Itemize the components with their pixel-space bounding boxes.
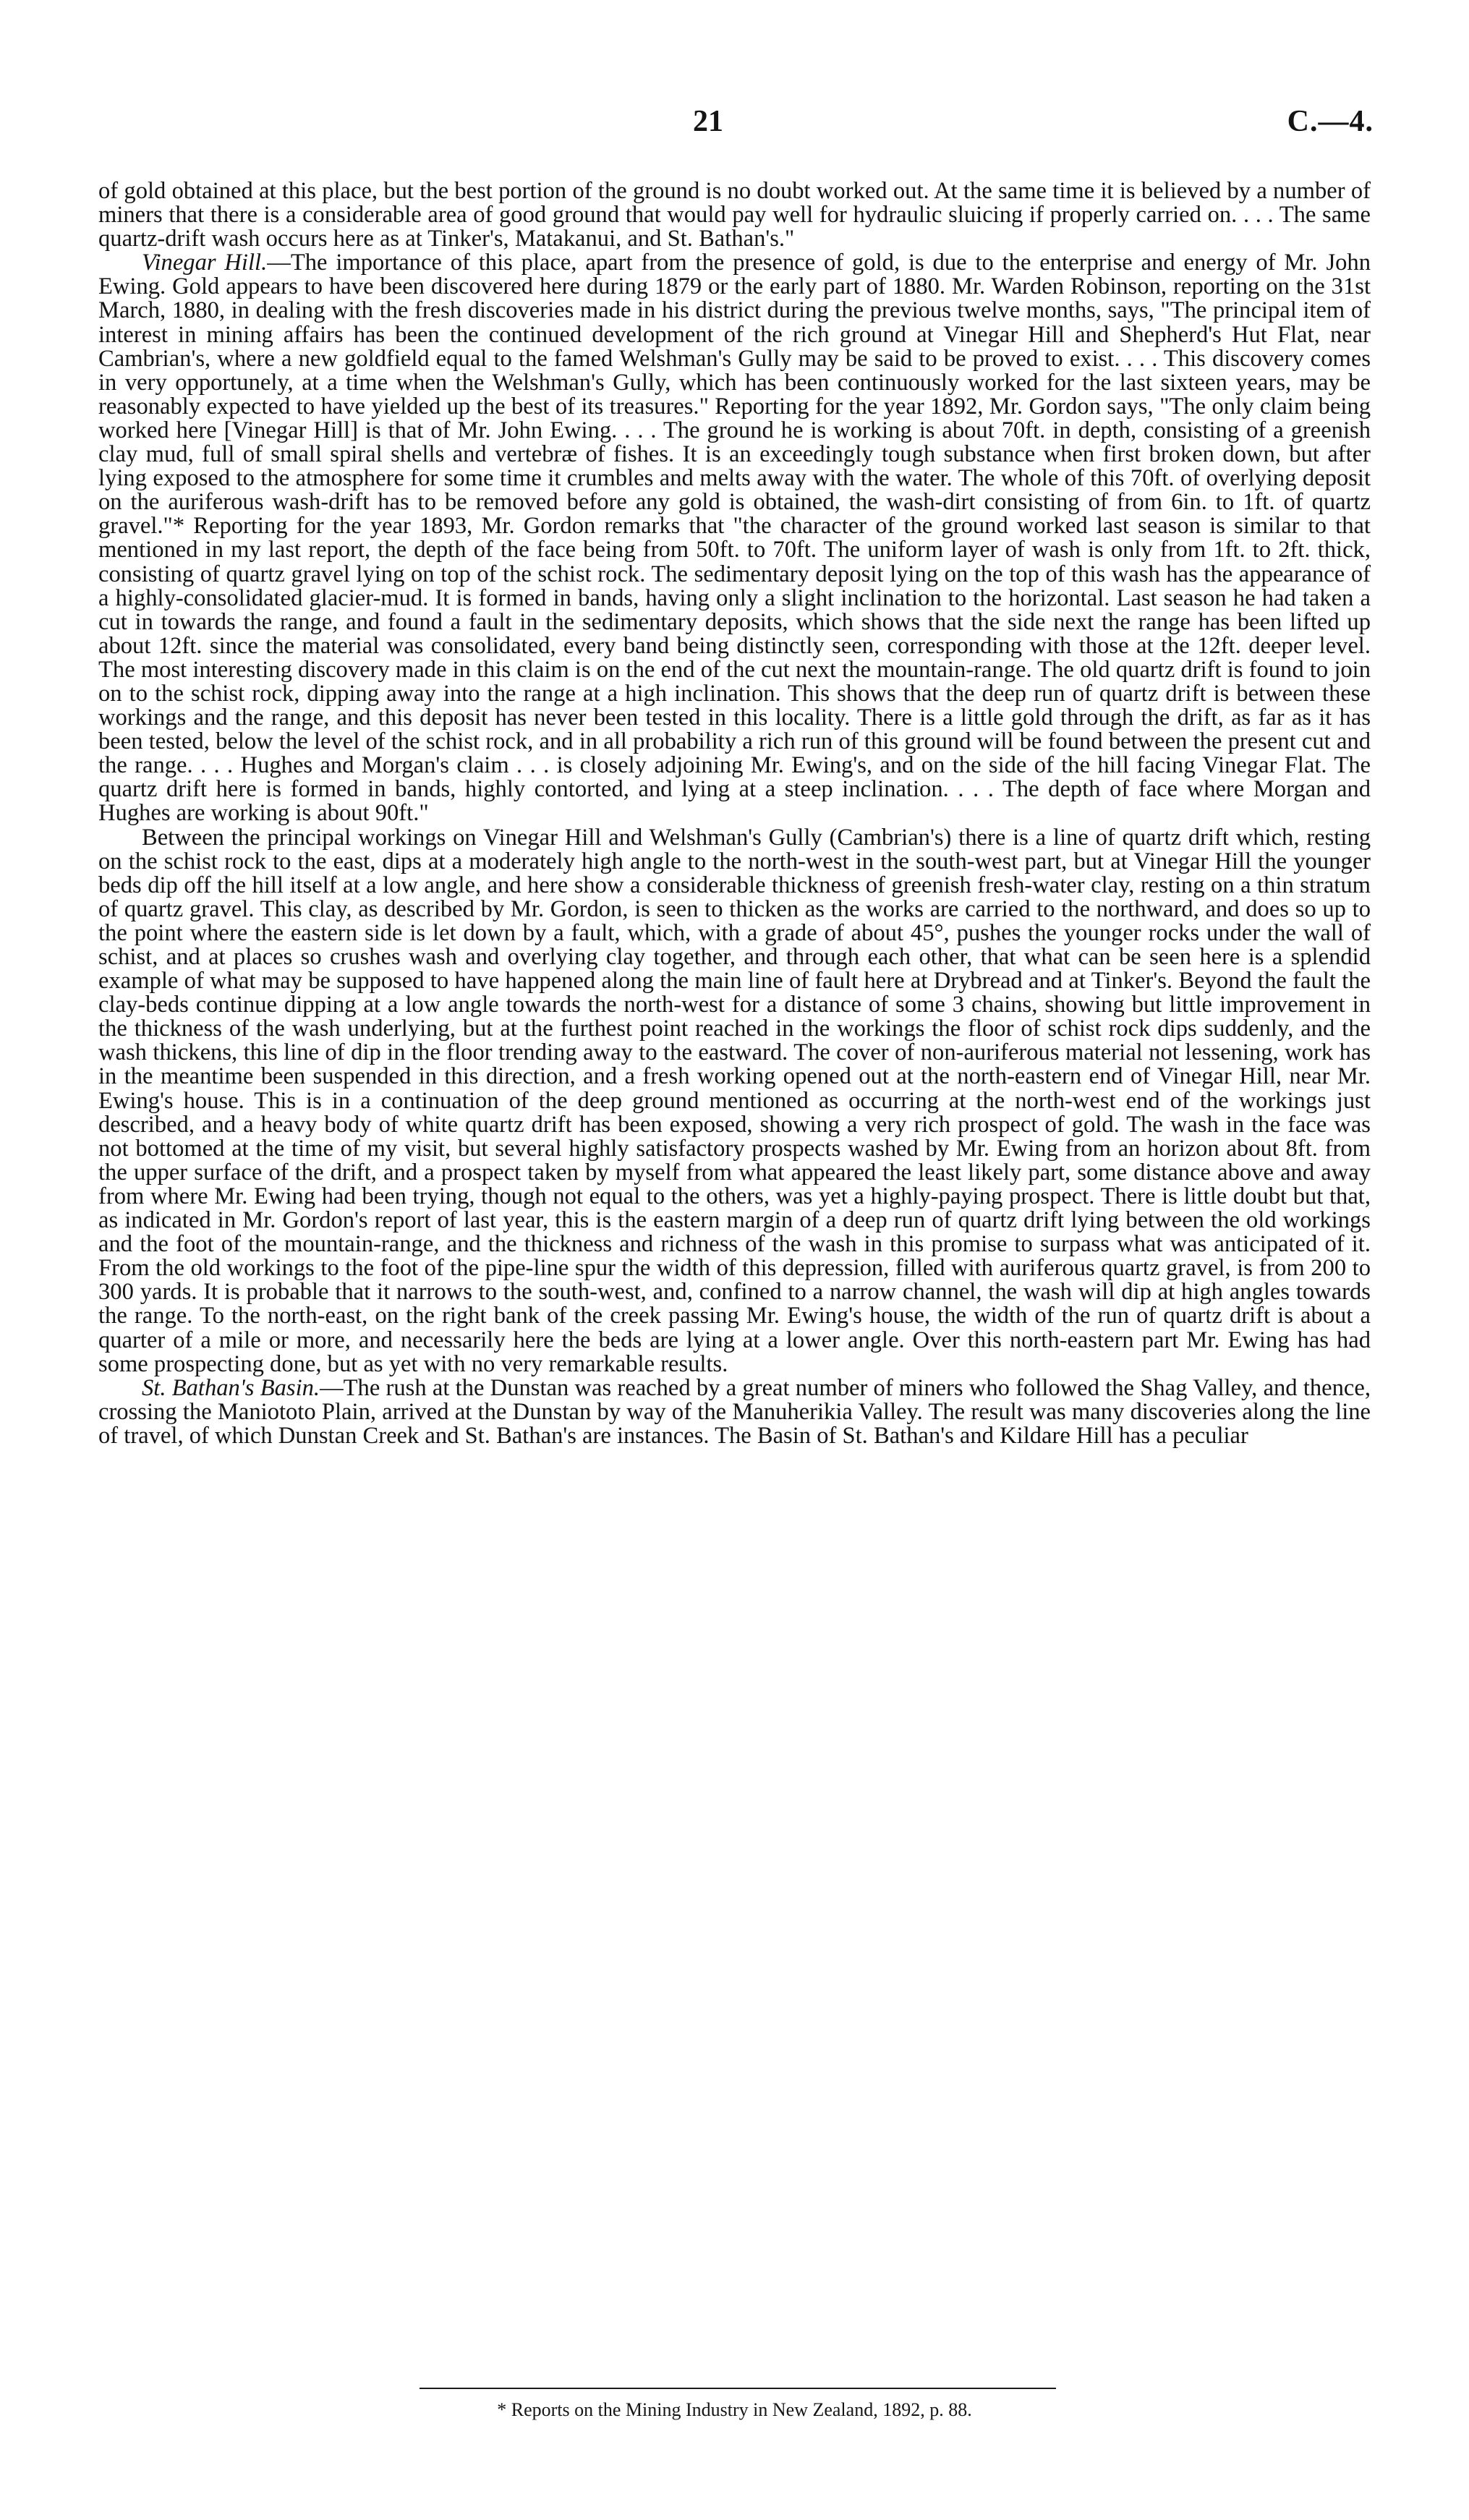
document-code: C.—4. [1287,105,1374,138]
page-number: 21 [693,105,723,138]
paragraph-text: —The rush at the Dunstan was reached by a great number of miners who followed the Shag Valley, and thence, crossing the Maniototo Plain, arrived at the Dunstan by way of the Manuherikia Valley. The result was many discoveries along the line of travel, of which Dunstan Creek and St. Bathan's are instances. The Basin of St. Bathan's and Kildare Hill has a peculiar [98,1374,1371,1449]
paragraph-continuation [98,179,1371,251]
footnote-divider [420,2388,1056,2389]
paragraph-workings [98,826,1371,1376]
body-text [98,179,1371,1448]
paragraph-st-bathans-basin [98,1376,1371,1448]
paragraph-text: of gold obtained at this place, but the best portion of the ground is no doubt worked out. At the same time it is believed by a number of miners that there is a considerable area of good ground that would pay well for hydraulic sluicing if properly carried on. . . . The same quartz-drift wash occurs here as at Tinker's, Matakanui, and St. Bathan's." [98,178,1371,252]
section-lead-st-bathans-basin: St. Bathan's Basin. [142,1374,320,1401]
paragraph-text: Between the principal workings on Vinegar Hill and Welshman's Gully (Cambrian's) there is a line of quartz drift which, resting on the schist rock to the east, dips at a moderately high angle to the north-west in the south-west part, but at Vinegar Hill the younger beds dip off the hill itself at a low angle, and here show a considerable thickness of greenish fresh-water clay, resting on a thin stratum of quartz gravel. This clay, as described by Mr. Gordon, is seen to thicken as the works are carried to the northward, and does so up to the point where the eastern side is let down by a fault, which, with a grade of about 45°, pushes the younger rocks under the wall of schist, and at places so crushes wash and overlying clay together, and through each other, that what can be seen here is a splendid example of what may be supposed to have happened along the main line of fault here at Drybread and at Tinker's. Beyond the fault the clay-beds continue dipping at a low angle towards the north-west for a distance of some 3 chains, showing but little improvement in the thickness of the wash underlying, but at the furthest point reached in the workings the floor of schist rock dips suddenly, and the wash thickens, this line of dip in the floor trending away to the eastward. The cover of non-auriferous material not lessening, work has in the meantime been suspended in this direction, and a fresh working opened out at the north-eastern end of Vinegar Hill, near Mr. Ewing's house. This is in a continuation of the deep ground mentioned as occurring at the north-west end of the workings just described, and a heavy body of white quartz drift has been exposed, showing a very rich prospect of gold. The wash in the face was not bottomed at the time of my visit, but several highly satisfactory prospects washed by Mr. Ewing from an horizon about 8ft. from the upper surface of the drift, and a prospect taken by myself from what appeared the least likely part, some distance above and away from where Mr. Ewing had been trying, though not equal to the others, was yet a highly-paying prospect. There is little doubt but that, as indicated in Mr. Gordon's report of last year, this is the eastern margin of a deep run of quartz drift lying between the old workings and the foot of the mountain-range, and the thickness and richness of the wash in this promise to surpass what was anticipated of it. From the old workings to the foot of the pipe-line spur the width of this depression, filled with auriferous quartz gravel, is from 200 to 300 yards. It is probable that it narrows to the south-west, and, confined to a narrow channel, the wash will dip at high angles towards the range. To the north-east, on the right bank of the creek passing Mr. Ewing's house, the width of the run of quartz drift is about a quarter of a mile or more, and necessarily here the beds are lying at a lower angle. Over this north-eastern part Mr. Ewing has had some prospecting done, but as yet with no very remarkable results. [98,824,1371,1377]
page-header [0,100,1469,143]
paragraph-text: —The importance of this place, apart from the presence of gold, is due to the enterprise and energy of Mr. John Ewing. Gold appears to have been discovered here during 1879 or the early part of 1880. Mr. Warden Robinson, reporting on the 31st March, 1880, in dealing with the fresh discoveries made in his district during the previous twelve months, says, "The principal item of interest in mining affairs has been the continued development of the rich ground at Vinegar Hill and Shepherd's Hut Flat, near Cambrian's, where a new goldfield equal to the famed Welshman's Gully may be said to be proved to exist. . . . This discovery comes in very opportunely, at a time when the Welshman's Gully, which has been continuously worked for the last sixteen years, may be reasonably expected to have yielded up the best of its treasures." Reporting for the year 1892, Mr. Gordon says, "The only claim being worked here [Vinegar Hill] is that of Mr. John Ewing. . . . The ground he is working is about 70ft. in depth, consisting of a greenish clay mud, full of small spiral shells and vertebræ of fishes. It is an exceedingly tough substance when first broken down, but after lying exposed to the atmosphere for some time it crumbles and melts away with the water. The whole of this 70ft. of overlying deposit on the auriferous wash-drift has to be removed before any gold is obtained, the wash-dirt consisting of from 6in. to 1ft. of quartz gravel."* Reporting for the year 1893, Mr. Gordon remarks that "the character of the ground worked last season is similar to that mentioned in my last report, the depth of the face being from 50ft. to 70ft. The uniform layer of wash is only from 1ft. to 2ft. thick, consisting of quartz gravel lying on top of the schist rock. The sedimentary deposit lying on the top of this wash has the appearance of a highly-consolidated glacier-mud. It is formed in bands, having only a slight inclination to the horizontal. Last season he had taken a cut in towards the range, and found a fault in the sedimentary deposits, which shows that the side next the range has been lifted up about 12ft. since the material was consolidated, every band being distinctly seen, corresponding with those at the 12ft. deeper level. The most interesting discovery made in this claim is on the end of the cut next the mountain-range. The old quartz drift is found to join on to the schist rock, dipping away into the range at a high inclination. This shows that the deep run of quartz drift is between these workings and the range, and this deposit has never been tested in this locality. There is a little gold through the drift, as far as it has been tested, below the level of the schist rock, and in all probability a rich run of this ground will be found between the present cut and the range. . . . Hughes and Morgan's claim . . . is closely adjoining Mr. Ewing's, and on the side of the hill facing Vinegar Flat. The quartz drift here is formed in bands, highly contorted, and lying at a steep inclination. . . . The depth of face where Morgan and Hughes are working is about 90ft." [98,250,1371,827]
footnote: * Reports on the Mining Industry in New Zealand, 1892, p. 88. [497,2399,972,2420]
paragraph-vinegar-hill [98,251,1371,825]
section-lead-vinegar-hill: Vinegar Hill. [142,250,268,276]
